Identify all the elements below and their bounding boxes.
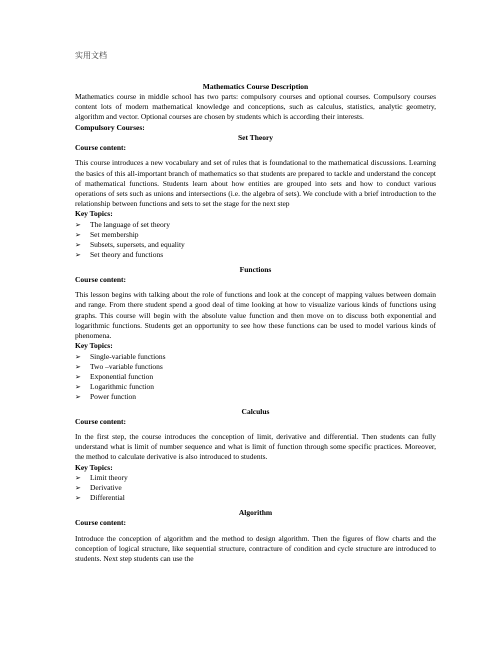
arrow-bullet-icon: ➢ [75, 382, 81, 391]
arrow-bullet-icon: ➢ [75, 230, 81, 239]
topic-text: Set theory and functions [90, 249, 164, 259]
page-header: 实用文档 [75, 51, 107, 60]
list-item [75, 220, 436, 230]
list-item [75, 352, 436, 362]
topic-list [75, 352, 436, 402]
section-title: Set Theory [237, 133, 274, 143]
arrow-bullet-icon: ➢ [75, 372, 81, 381]
topic-text: Single-variable functions [90, 351, 166, 361]
list-item [75, 483, 436, 493]
list-item [75, 250, 436, 260]
list-item [75, 473, 436, 483]
list-item [75, 240, 436, 250]
section-content: Introduce the conception of algorithm and the method to design algorithm. Then the figures of flow charts and the conception of logical structure, like sequential structure, contracture of condition and cycle structure are introduced to students. Next step students can use the [75, 533, 436, 563]
key-topics-label: Key Topics: [75, 462, 113, 472]
topic-text: Power function [90, 391, 137, 401]
topic-text: The language of set theory [90, 219, 170, 229]
list-item [75, 372, 436, 382]
course-content-label: Course content: [75, 143, 127, 153]
arrow-bullet-icon: ➢ [75, 474, 81, 483]
topic-text: Derivative [90, 483, 122, 493]
section-title: Calculus [241, 406, 270, 416]
list-item [75, 392, 436, 402]
arrow-bullet-icon: ➢ [75, 392, 81, 401]
arrow-bullet-icon: ➢ [75, 484, 81, 493]
document-title: Mathematics Course Description [202, 82, 309, 91]
arrow-bullet-icon: ➢ [75, 220, 81, 229]
intro-paragraph: Mathematics course in middle school has two parts: compulsory courses and optional courses. Compulsory courses content lots of modern mathematical knowledge and conceptions, such as calculus, statistics, analytic geometry, algorithm and vector. Optional courses are chosen by students which is according their interests. [75, 92, 436, 122]
topic-text: Set membership [90, 229, 139, 239]
arrow-bullet-icon: ➢ [75, 240, 81, 249]
section-title: Algorithm [238, 508, 273, 518]
section-title: Functions [239, 264, 272, 274]
topic-list [75, 473, 436, 503]
key-topics-label: Key Topics: [75, 209, 113, 219]
key-topics-label: Key Topics: [75, 341, 113, 351]
list-item [75, 382, 436, 392]
topic-text: Limit theory [90, 473, 128, 483]
topic-list [75, 220, 436, 260]
list-item [75, 493, 436, 503]
course-content-label: Course content: [75, 518, 127, 528]
section-content: This lesson begins with talking about the role of functions and look at the concept of mapping values between domain and range. From there student spend a good deal of time looking at how to visualize various kinds of functions using graphs. This course will begin with the absolute value function and then move on to discuss both exponential and logarithmic functions. Students get an opportunity to see how these functions can be used to model various kinds of phenomena. [75, 290, 436, 341]
section-content: This course introduces a new vocabulary and set of rules that is foundational to the mathematical discussions. Learning the basics of this all-important branch of mathematics so that students are prepared to tackle and understand the concept of mathematical functions. Students learn about how entities are grouped into sets and how to conduct various operations of sets such as unions and intersections (i.e. the algebra of sets). We conclude with a brief introduction to the relationship between functions and sets to set the stage for the next step [75, 158, 436, 209]
topic-text: Exponential function [90, 371, 154, 381]
list-item [75, 362, 436, 372]
compulsory-label: Compulsory Courses: [75, 122, 145, 132]
topic-text: Subsets, supersets, and equality [90, 239, 185, 249]
course-content-label: Course content: [75, 274, 127, 284]
arrow-bullet-icon: ➢ [75, 352, 81, 361]
topic-text: Two –variable functions [90, 361, 163, 371]
course-content-label: Course content: [75, 416, 127, 426]
topic-text: Logarithmic function [90, 381, 154, 391]
topic-text: Differential [90, 493, 125, 503]
arrow-bullet-icon: ➢ [75, 250, 81, 259]
list-item [75, 230, 436, 240]
arrow-bullet-icon: ➢ [75, 362, 81, 371]
section-content: In the first step, the course introduces the conception of limit, derivative and differential. Then students can fully understand what is limit of number sequence and what is limit of function through some specific practices. Moreover, the method to calculate derivative is also introduced to students. [75, 432, 436, 462]
arrow-bullet-icon: ➢ [75, 494, 81, 503]
